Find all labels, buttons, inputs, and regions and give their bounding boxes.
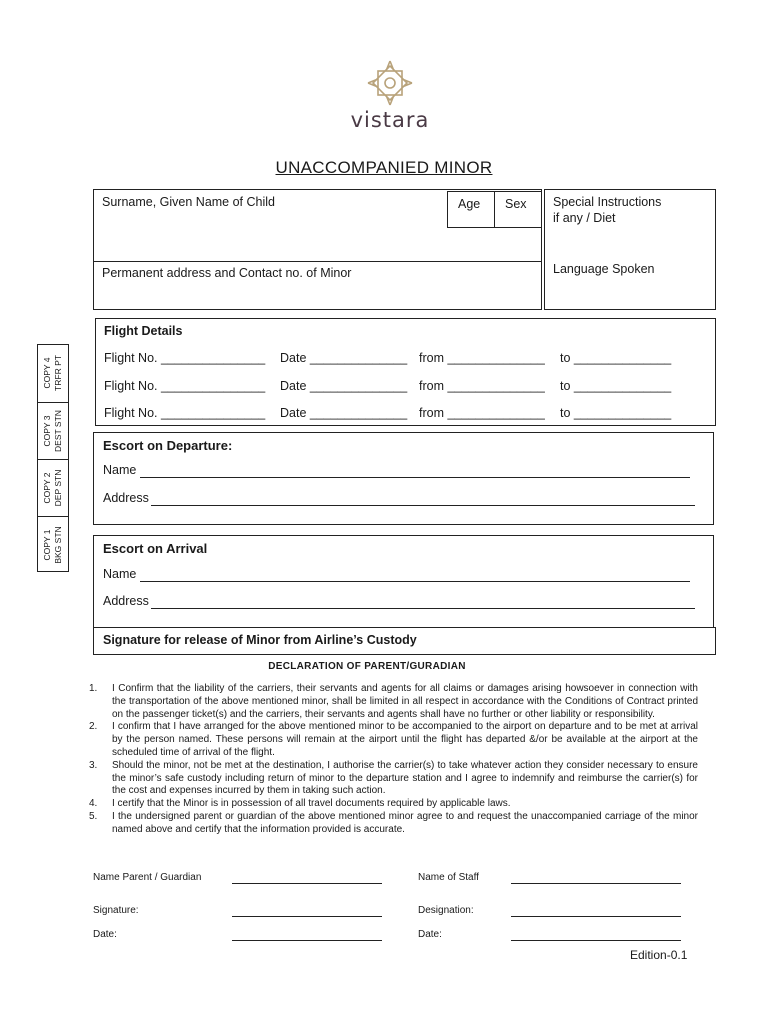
declaration-item-number: 3.: [89, 759, 98, 771]
escort-departure-address-label: Address: [103, 491, 149, 505]
declaration-item-number: 4.: [89, 798, 98, 810]
special-instructions-label: Special Instructions: [553, 195, 662, 209]
copy-strip-cell: [38, 459, 68, 516]
escort-arrival-name-label: Name: [103, 567, 137, 581]
signature-field[interactable]: [232, 916, 382, 917]
escort-departure-address-field[interactable]: [151, 505, 695, 506]
declaration-item-text: I certify that the Minor is in possession of all travel documents required by applicable laws.: [112, 798, 511, 810]
staff-name-field[interactable]: [511, 883, 681, 884]
flight-date-field[interactable]: Date ______________: [280, 351, 408, 365]
staff-date-label: Date:: [418, 929, 442, 940]
vistara-emblem-icon: [367, 58, 413, 108]
copy-number: COPY 1: [42, 529, 52, 561]
sex-label: Sex: [505, 197, 527, 211]
edition-label: Edition-0.1: [630, 948, 688, 962]
flight-from-field[interactable]: from ______________: [419, 406, 545, 420]
age-label: Age: [458, 197, 481, 211]
brand-name: vistara: [350, 108, 430, 132]
declaration-item-text: Should the minor, not be met at the destination, I authorise the carrier(s) to take whatever action they consider necessary to ensure the minor’s safe custody including return of minor to the departure station and I agree to indemnify and reimburse the carrier(s) for the cost and expenses incurred by them in taking such action.: [112, 759, 698, 797]
copy-station: DEP STN: [53, 469, 63, 507]
designation-field[interactable]: [511, 916, 681, 917]
escort-departure-name-label: Name: [103, 463, 137, 477]
parent-date-field[interactable]: [232, 940, 382, 941]
staff-date-field[interactable]: [511, 940, 681, 941]
declaration-item: [86, 811, 698, 837]
declaration-item-number: 5.: [89, 810, 98, 822]
flight-from-field[interactable]: from ______________: [419, 379, 545, 393]
escort-departure-heading: Escort on Departure:: [103, 438, 233, 453]
flight-number-field[interactable]: Flight No. _______________: [104, 351, 266, 365]
declaration-title: DECLARATION OF PARENT/GURADIAN: [268, 661, 466, 672]
flight-to-field[interactable]: to ______________: [560, 351, 672, 365]
declaration-item: [86, 798, 698, 811]
staff-name-label: Name of Staff: [418, 872, 479, 883]
child-name-label: Surname, Given Name of Child: [102, 195, 275, 209]
copy-station: DEST STN: [53, 410, 63, 452]
declaration-item-number: 1.: [89, 683, 98, 694]
declaration-list: [86, 683, 698, 837]
escort-arrival-address-label: Address: [103, 594, 149, 608]
copy-strip-cell: [38, 345, 68, 402]
parent-name-field[interactable]: [232, 883, 382, 884]
flight-number-field[interactable]: Flight No. _______________: [104, 379, 266, 393]
form-title: UNACCOMPANIED MINOR: [275, 158, 493, 177]
copy-number: COPY 2: [42, 472, 52, 504]
copy-station: TRFR PT: [53, 355, 63, 391]
declaration-item-text: I confirm that I have arranged for the above mentioned minor to be accompanied to the airport on departure and to be met at arrival by the person named. These persons will remain at the airport until the flight has departed &/or be available at the airport at the scheduled time of arrival of the flight.: [112, 721, 698, 758]
copy-strip-cell: [38, 516, 68, 573]
copy-distribution-strip: [37, 344, 69, 572]
declaration-item-text: I Confirm that the liability of the carriers, their servants and agents for all claims or damages arising howsoever in connection with the transportation of the above mentioned minor, shall be limited in all respect in accordance with the Conditions of Contract printed on the passenger ticket(s) and the carriers, their servants and agents shall have no further or other liability or responsibility.: [112, 683, 698, 720]
declaration-item: [86, 721, 698, 759]
declaration-item: [86, 760, 698, 798]
language-spoken-label: Language Spoken: [553, 262, 655, 276]
copy-station: BKG STN: [53, 526, 63, 564]
flight-date-field[interactable]: Date ______________: [280, 406, 408, 420]
escort-arrival-heading: Escort on Arrival: [103, 541, 208, 556]
escort-arrival-address-field[interactable]: [151, 608, 695, 609]
flight-to-field[interactable]: to ______________: [560, 406, 672, 420]
escort-arrival-name-field[interactable]: [140, 581, 690, 582]
copy-number: COPY 3: [42, 415, 52, 447]
copy-number: COPY 4: [42, 357, 52, 389]
release-signature-label: Signature for release of Minor from Airline’s Custody: [103, 633, 417, 647]
designation-label: Designation:: [418, 905, 474, 916]
parent-name-label: Name Parent / Guardian: [93, 872, 202, 883]
flight-from-field[interactable]: from ______________: [419, 351, 545, 365]
parent-date-label: Date:: [93, 929, 117, 940]
declaration-item-text: I the undersigned parent or guardian of the above mentioned minor agree to and request the unaccompanied carriage of the minor named above and certify that the information provided is accurate.: [112, 810, 698, 835]
signature-label: Signature:: [93, 905, 139, 916]
flight-date-field[interactable]: Date ______________: [280, 379, 408, 393]
special-instructions-label-2: if any / Diet: [553, 211, 616, 225]
declaration-item-number: 2.: [89, 721, 98, 733]
vistara-logo: [340, 58, 440, 132]
flight-number-field[interactable]: Flight No. _______________: [104, 406, 266, 420]
copy-strip-cell: [38, 402, 68, 459]
flight-details-heading: Flight Details: [104, 324, 183, 338]
address-contact-label: Permanent address and Contact no. of Minor: [102, 266, 352, 280]
flight-to-field[interactable]: to ______________: [560, 379, 672, 393]
escort-departure-name-field[interactable]: [140, 477, 690, 478]
declaration-item: [86, 683, 698, 721]
